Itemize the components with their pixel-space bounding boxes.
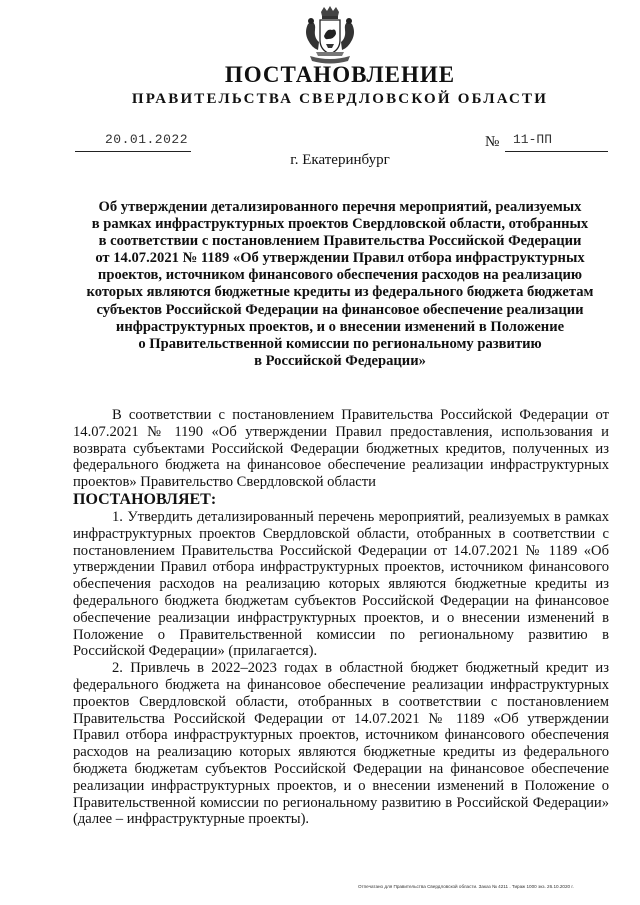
print-imprint-footer: Отпечатано для Правительства Свердловской области. Заказ № 4211 . Тираж 1000 экз. 26.10.2020 г. — [358, 884, 574, 889]
document-subject-title — [70, 199, 610, 370]
document-type-title: ПОСТАНОВЛЕНИЕ — [224, 62, 456, 87]
title-line: в Российской Федерации» — [254, 352, 426, 369]
item-1-paragraph: 1. Утвердить детализированный перечень мероприятий, реализуемых в рамках инфраструктурных проектов Свердловской области, отобранных в соответствии с постановлением Правительства Российской Федерации от 14.07.2021 № 1189 «Об утверждении Правил отбора инфраструктурных проектов, источником финансового обеспечения расходов на реализацию которых являются бюджетные кредиты из федерального бюджета бюджетам субъектов Российской Федерации на финансовое обеспечение реализации инфраструктурных проектов, и о внесении изменений в Положение о Правительственной комиссии по региональному развитию в Российской Федерации» (прилагается). — [73, 508, 609, 660]
title-line: в рамках инфраструктурных проектов Свердловской области, отобранных — [91, 216, 589, 233]
title-line: о Правительственной комиссии по региональному развитию — [138, 335, 542, 352]
number-sign: № — [485, 134, 500, 150]
title-line: от 14.07.2021 № 1189 «Об утверждении Правил отбора инфраструктурных — [95, 250, 585, 267]
preamble-paragraph: В соответствии с постановлением Правительства Российской Федерации от 14.07.2021 № 1190 «Об утверждении Правил предоставления, использования и возврата субъектами Российской Федерации бюджетных кредитов, полученных из федерального бюджета на финансовое обеспечение реализации инфраструктурных проектов» Правительство Свердловской области — [73, 407, 609, 491]
sverdlovsk-coat-of-arms-icon — [300, 6, 360, 66]
document-body — [73, 407, 609, 828]
date-field — [75, 134, 191, 152]
title-line: субъектов Российской Федерации на финансовое обеспечение реализации — [96, 301, 584, 318]
title-line: проектов, источником финансового обеспечения расходов на реализацию — [97, 267, 583, 284]
title-line: инфраструктурных проектов, и о внесении изменений в Положение — [115, 318, 565, 335]
title-line: в соответствии с постановлением Правительства Российской Федерации — [98, 233, 582, 250]
city-of-issue: г. Екатеринбург — [290, 152, 390, 168]
decree-word: ПОСТАНОВЛЯЕТ: — [73, 490, 217, 508]
document-number: 11-ПП — [513, 132, 553, 147]
issuing-authority: ПРАВИТЕЛЬСТВА СВЕРДЛОВСКОЙ ОБЛАСТИ — [131, 91, 549, 107]
title-line: которых являются бюджетные кредиты из федерального бюджета бюджетам — [86, 284, 594, 301]
item-2-paragraph: 2. Привлечь в 2022–2023 годах в областной бюджет бюджетный кредит из федерального бюджета на финансовое обеспечение реализации инфраструктурных проектов Свердловской области, отобранных в соответствии с постановлением Правительства Российской Федерации от 14.07.2021 № 1189 «Об утверждении Правил отбора инфраструктурных проектов, источником финансового обеспечения расходов на реализацию которых являются бюджетные кредиты из федерального бюджета бюджетам субъектов Российской Федерации на финансовое обеспечение реализации инфраструктурных проектов, и о внесении изменений в Положение о Правительственной комиссии по региональному развитию в Российской Федерации» (далее – инфраструктурные проекты). — [73, 660, 609, 828]
number-field — [505, 134, 608, 152]
title-line: Об утверждении детализированного перечня мероприятий, реализуемых — [98, 199, 582, 215]
document-date: 20.01.2022 — [105, 132, 189, 147]
